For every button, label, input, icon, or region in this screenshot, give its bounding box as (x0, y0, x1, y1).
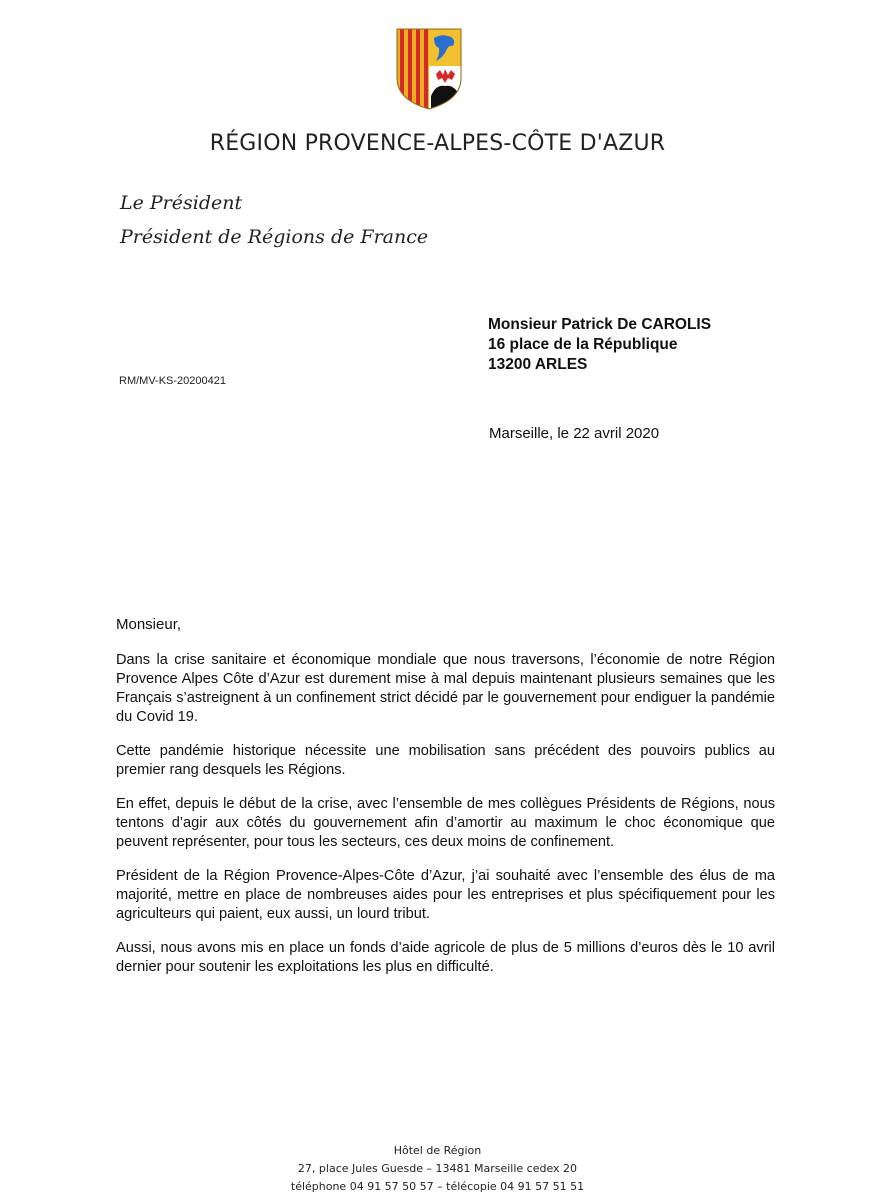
crest-pale-4 (424, 28, 428, 110)
region-name-heading: RÉGION PROVENCE-ALPES-CÔTE D'AZUR (209, 131, 666, 156)
letter-footer (0, 1142, 875, 1196)
sender-title-president: Le Président (120, 192, 243, 214)
place-and-date: Marseille, le 22 avril 2020 (489, 425, 660, 442)
footer-phone-fax: téléphone 04 91 57 50 57 – télécopie 04 91 57 51 51 (290, 1180, 585, 1193)
footer-building: Hôtel de Région (393, 1144, 482, 1157)
crest-pale-1 (400, 28, 404, 110)
footer-address: 27, place Jules Guesde – 13481 Marseille cedex 20 (297, 1162, 578, 1175)
sender-title-regions-de-france: Président de Régions de France (120, 226, 429, 248)
region-coat-of-arms (396, 28, 462, 110)
letter-reference: RM/MV-KS-20200421 (119, 375, 226, 387)
recipient-street: 16 place de la République (488, 336, 678, 353)
crest-pale-3 (416, 28, 420, 110)
body-paragraph: Président de la Région Provence-Alpes-Côte d’Azur, j’ai souhaité avec l’ensemble des élus de ma majorité, mettre en place de nombreuses aides pour les entreprises et plus spécifiquement pour les agriculteurs qui paient, eux aussi, un lourd tribut. (116, 868, 775, 922)
recipient-city: 13200 ARLES (488, 356, 588, 373)
crest-pale-2 (408, 28, 412, 110)
sender-titles (120, 186, 428, 254)
body-paragraph: Cette pandémie historique nécessite une mobilisation sans précédent des pouvoirs publics au premier rang desquels les Régions. (116, 743, 775, 778)
body-paragraph: Aussi, nous avons mis en place un fonds d’aide agricole de plus de 5 millions d’euros dès le 10 avril dernier pour soutenir les exploitations les plus en difficulté. (116, 940, 775, 975)
letter-body (116, 651, 775, 992)
recipient-address (488, 315, 711, 375)
recipient-name: Monsieur Patrick De CAROLIS (488, 316, 712, 333)
salutation: Monsieur, (116, 616, 182, 633)
body-paragraph: En effet, depuis le début de la crise, avec l’ensemble de mes collègues Présidents de Régions, nous tentons d’agir aux côtés du gouvernement afin d’amortir au maximum le choc économique que peuvent représenter, pour tous les secteurs, ces deux moins de confinement. (116, 796, 775, 850)
body-paragraph: Dans la crise sanitaire et économique mondiale que nous traversons, l’économie de notre Région Provence Alpes Côte d’Azur est durement mise à mal depuis maintenant plusieurs semaines que les Français s’astreignent à un confinement strict décidé par le gouvernement pour endiguer la pandémie du Covid 19. (116, 652, 775, 725)
